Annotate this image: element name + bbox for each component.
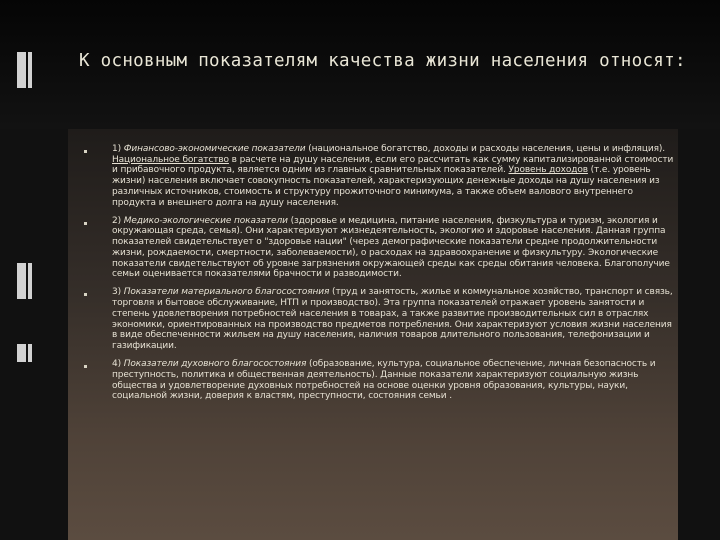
slide-title: К основным показателям качества жизни населения относят: [79,51,686,71]
bullet-icon [84,365,87,368]
list-item [84,144,674,208]
decor-bar [28,344,32,362]
term-income-level: Уровень доходов [508,165,588,176]
list-item [84,216,674,280]
term-spiritual-wellbeing: Показатели духовного благосостояния [123,359,307,370]
bullet-text: 2) Медико-экологические показатели (здоровье и медицина, питание населения, физкультура и туризм, экология и окружающая среда, семья). Они характеризуют жизнедеятельность, экологию и здоровье населения. Данная группа показателей свидетельствует о "здоровье нации" (через демографические показатели средне продолжительности жизни, рождаемости, смертности, заболеваемости), о расходах на здравоохранение и физкультуру. Экологические показатели свидетельствуют об уровне загрязнения окружающей среды как среды обитания человека. Благополучие семьи оценивается показателями брачности и разводимости. [112,215,670,280]
decor-bar [17,52,26,88]
bullet-icon [84,150,87,153]
decor-bar [17,263,26,299]
bullet-text: 3) Показатели материального благосостояния (труд и занятость, жилье и коммунальное хозяйство, транспорт и связь, торговля и бытовое обслуживание, НТП и производство). Эта группа показателей отражает уровень занятости и степень удовлетворения потребностей населения в товарах, а также развитие производительных сил в отраслях экономики, ориентированных на производство предметов потребления. Они характеризуют условия жизни населения в виде обеспеченности жильем на душу населения, наличия товаров длительного пользования, телефонизации и газификации. [112,287,673,351]
bullet-text: 4) Показатели духовного благосостояния (образование, культура, социальное обеспечение, личная безопасность и преступность, политика и общественная деятельность). Данные показатели характеризуют социальную жизнь общества и удовлетворение духовных потребностей на основе оценки уровня образования, культуры, науки, социальной жизни, доверия к властям, преступности, состояния семьи . [112,359,656,402]
term-medical-ecological: Медико-экологические показатели [123,215,288,226]
list-item [84,359,674,402]
list-item [84,287,674,351]
term-financial: Финансово-экономические показатели [123,144,306,154]
decor-bar [28,263,32,299]
term-material-wellbeing: Показатели материального благосостояния [123,287,330,298]
bullet-list [84,144,674,402]
bullet-text: 1) Финансово-экономические показатели (национальное богатство, доходы и расходы населения, цены и инфляция). Национальное богатство в расчете на душу населения, если его рассчитать как сумму капитализированной стоимости и прибавочного продукта, является одним из главных сравнительных показателей. Уровень доходов (т.е. уровень жизни) населения включает совокупность показателей, характеризующих денежные доходы на душу населения из различных источников, стоимость и структуру прожиточного минимума, а также объем валового внутреннего продукта и внешнего долга на душу населения. [112,144,674,208]
term-national-wealth: Национальное богатство [112,154,229,165]
bullet-icon [84,222,87,225]
decor-bar [17,344,26,362]
bullet-icon [84,293,87,296]
decor-bar [28,52,32,88]
